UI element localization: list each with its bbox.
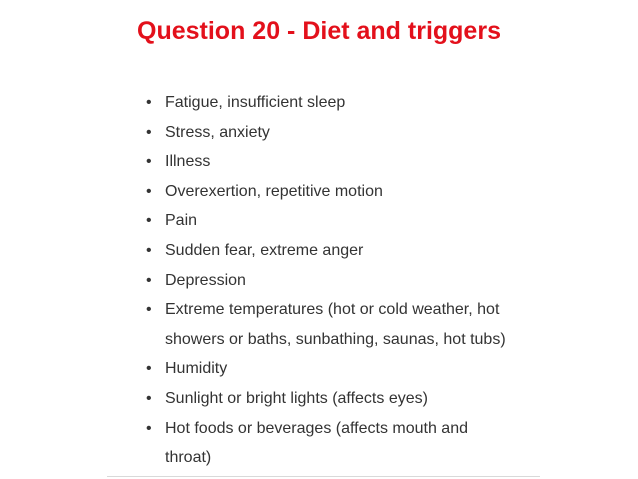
list-item [123, 266, 553, 296]
list-item-text: Sudden fear, extreme anger [165, 241, 364, 259]
bullet-icon: • [146, 419, 152, 437]
bullet-icon: • [146, 301, 152, 319]
list-item-text: Extreme temperatures (hot or cold weather, hot showers or baths, sunbathing, saunas, hot tubs) [165, 301, 506, 348]
list-item [123, 88, 553, 118]
list-item-text: Illness [165, 153, 211, 171]
list-item [123, 118, 553, 148]
list-item-text: Sunlight or bright lights (affects eyes) [165, 389, 428, 407]
bullet-icon: • [146, 241, 152, 259]
bullet-icon: • [146, 212, 152, 230]
list-item [123, 177, 553, 207]
bullet-icon: • [146, 271, 152, 289]
list-item-text: Depression [165, 271, 246, 289]
list-item [123, 206, 553, 236]
bullet-icon: • [146, 389, 152, 407]
list-item-text: Humidity [165, 360, 228, 378]
bullet-icon: • [146, 182, 152, 200]
list-item-text: Pain [165, 212, 198, 230]
list-item-text: Overexertion, repetitive motion [165, 182, 383, 200]
list-item [123, 236, 553, 266]
list-item-text: Fatigue, insufficient sleep [165, 94, 346, 111]
bullet-icon: • [146, 360, 152, 378]
list-item [123, 354, 553, 384]
list-item-text: Stress, anxiety [165, 123, 270, 141]
list-item [123, 384, 553, 414]
bullet-icon: • [146, 123, 152, 141]
slide-title: Question 20 - Diet and triggers [137, 17, 501, 45]
list-item [123, 295, 553, 354]
list-item [123, 147, 553, 177]
list-item [123, 414, 553, 473]
list-item-text: Hot foods or beverages (affects mouth and throat) [165, 419, 468, 467]
bullet-icon: • [146, 153, 152, 171]
bullet-icon: • [146, 94, 152, 111]
bottom-divider [107, 476, 540, 477]
trigger-list [123, 88, 553, 473]
